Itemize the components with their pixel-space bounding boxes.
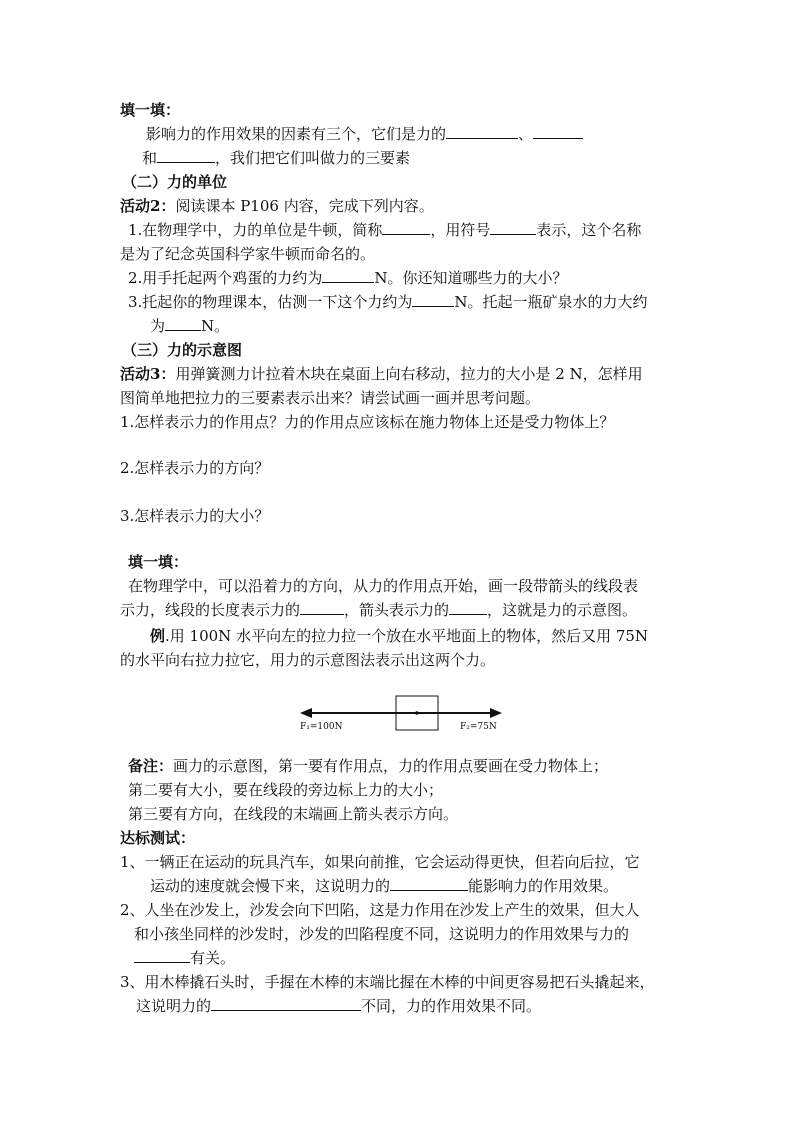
blank-length-meaning[interactable]: [300, 600, 344, 615]
example-text-1: .用 100N 水平向左的拉力拉一个放在水平地面上的物体，然后又用 75N: [165, 627, 649, 645]
diagram-q2: 2.怎样表示力的方向？: [120, 459, 270, 477]
unit-q3-text-c: 为: [150, 317, 166, 335]
unit-q1-text-a: 1.在物理学中，力的单位是牛顿，简称: [128, 221, 383, 239]
activity-3-label: 活动3：: [120, 365, 176, 383]
test-q3-text-c: 不同，力的作用效果不同。: [361, 997, 542, 1015]
unit-q1-text-c: 表示，这个名称: [536, 221, 642, 239]
force-diagram: [298, 692, 504, 738]
test-q2-line-2: 和小孩坐同样的沙发时，沙发的凹陷程度不同，这说明力的作用效果与力的: [134, 925, 630, 943]
unit-q3-line-2: [150, 316, 229, 336]
blank-test-q2[interactable]: [134, 948, 190, 963]
activity-3-text-1: 用弹簧测力计拉着木块在桌面上向右移动，拉力的大小是 2 N，怎样用: [175, 365, 643, 383]
activity-2-text: 阅读课本 P106 内容，完成下列内容。: [175, 197, 434, 215]
blank-arrow-meaning[interactable]: [449, 600, 487, 615]
blank-test-q3[interactable]: [211, 996, 361, 1011]
test-q1-line-1: 1、一辆正在运动的玩具汽车，如果向前推，它会运动得更快，但若向后拉，它: [120, 853, 640, 871]
activity-3-line: [120, 364, 643, 384]
test-q1-text-b: 运动的速度就会慢下来，这说明力的: [150, 877, 391, 895]
blank-factor-1[interactable]: [446, 124, 518, 139]
diagram-q3: 3.怎样表示力的大小？: [120, 507, 270, 525]
activity-2-label: 活动2：: [120, 197, 176, 215]
fill-in-heading-1: 填一填：: [120, 101, 181, 119]
right-arrowhead: [490, 708, 502, 718]
blank-test-q1[interactable]: [390, 876, 468, 891]
three-factors-text-c: 和: [142, 149, 158, 167]
unit-q1-line: [128, 220, 641, 240]
note-text-1: 画力的示意图，第一要有作用点，力的作用点要画在受力物体上；: [173, 757, 609, 775]
three-factors-text-b: 、: [518, 125, 534, 143]
example-line-1: [150, 626, 648, 646]
test-q2-text-c: 有关。: [190, 949, 236, 967]
test-q2-line-3: [134, 948, 235, 968]
fill-in-heading-2: 填一填：: [128, 553, 189, 571]
test-q2-line-1: 2、人坐在沙发上，沙发会向下凹陷，这是力作用在沙发上产生的效果，但大人: [120, 901, 640, 919]
test-q1-line-2: [150, 876, 618, 896]
note-line-3: 第三要有方向，在线段的末端画上箭头表示方向。: [128, 805, 459, 823]
blank-egg-force[interactable]: [322, 268, 374, 283]
unit-q3-text-a: 3.托起你的物理课本，估测一下这个力约为: [128, 293, 413, 311]
action-point: [415, 711, 419, 715]
unit-q2-line: [128, 268, 567, 288]
blank-unit-symbol[interactable]: [490, 220, 536, 235]
three-factors-text-d: ，我们把它们叫做力的三要素: [215, 149, 411, 167]
three-factors-text-a: 影响力的作用效果的因素有三个，它们是力的: [146, 125, 447, 143]
unit-q3-text-b: N。托起一瓶矿泉水的力大约: [454, 293, 648, 311]
blank-book-force[interactable]: [412, 292, 454, 307]
blank-factor-2[interactable]: [533, 124, 583, 139]
test-q1-text-c: 能影响力的作用效果。: [468, 877, 619, 895]
three-factors-line-2: [142, 148, 410, 168]
unit-q2-text-b: N。你还知道哪些力的大小？: [374, 269, 568, 287]
unit-q2-text-a: 2.用手托起两个鸡蛋的力约为: [128, 269, 323, 287]
unit-q3-text-d: N。: [201, 317, 230, 335]
definition-text-b: ，箭头表示力的: [344, 601, 450, 619]
three-factors-line-1: [146, 124, 583, 144]
blank-factor-3[interactable]: [157, 148, 215, 163]
note-line-1: [128, 756, 608, 776]
definition-text-c: ，这就是力的示意图。: [487, 601, 638, 619]
activity-2-line: [120, 196, 434, 216]
activity-3-text-2: 图简单地把拉力的三要素表示出来？请尝试画一画并思考问题。: [120, 389, 541, 407]
example-label: 例: [150, 627, 166, 645]
definition-text-a: 示力，线段的长度表示力的: [120, 601, 301, 619]
left-arrowhead: [300, 708, 312, 718]
unit-q1-line-2: 是为了纪念英国科学家牛顿而命名的。: [120, 245, 376, 263]
blank-bottle-force[interactable]: [165, 316, 201, 331]
section-unit-heading: （二）力的单位: [122, 173, 228, 191]
diagram-q1: 1.怎样表示力的作用点？力的作用点应该标在施力物体上还是受力物体上？: [120, 413, 615, 431]
definition-line-1: 在物理学中，可以沿着力的方向，从力的作用点开始，画一段带箭头的线段表: [128, 577, 639, 595]
test-q3-line-2: [136, 996, 541, 1016]
note-label: 备注：: [128, 757, 174, 775]
unit-q1-text-b: ，用符号: [430, 221, 491, 239]
note-line-2: 第二要有大小，要在线段的旁边标上力的大小；: [128, 781, 444, 799]
blank-unit-short-name[interactable]: [382, 220, 430, 235]
force-label-f2: F₂=75N: [460, 722, 497, 732]
test-q3-line-1: 3、用木棒撬石头时，手握在木棒的末端比握在木棒的中间更容易把石头撬起来，: [120, 973, 655, 991]
section-diagram-heading: （三）力的示意图: [122, 341, 243, 359]
example-text-2: 的水平向右拉力拉它，用力的示意图法表示出这两个力。: [120, 651, 496, 669]
unit-q3-line: [128, 292, 647, 312]
force-label-f1: F₁=100N: [300, 722, 343, 732]
test-q3-text-b: 这说明力的: [136, 997, 212, 1015]
test-heading: 达标测试：: [120, 829, 196, 847]
definition-line-2: [120, 600, 637, 620]
